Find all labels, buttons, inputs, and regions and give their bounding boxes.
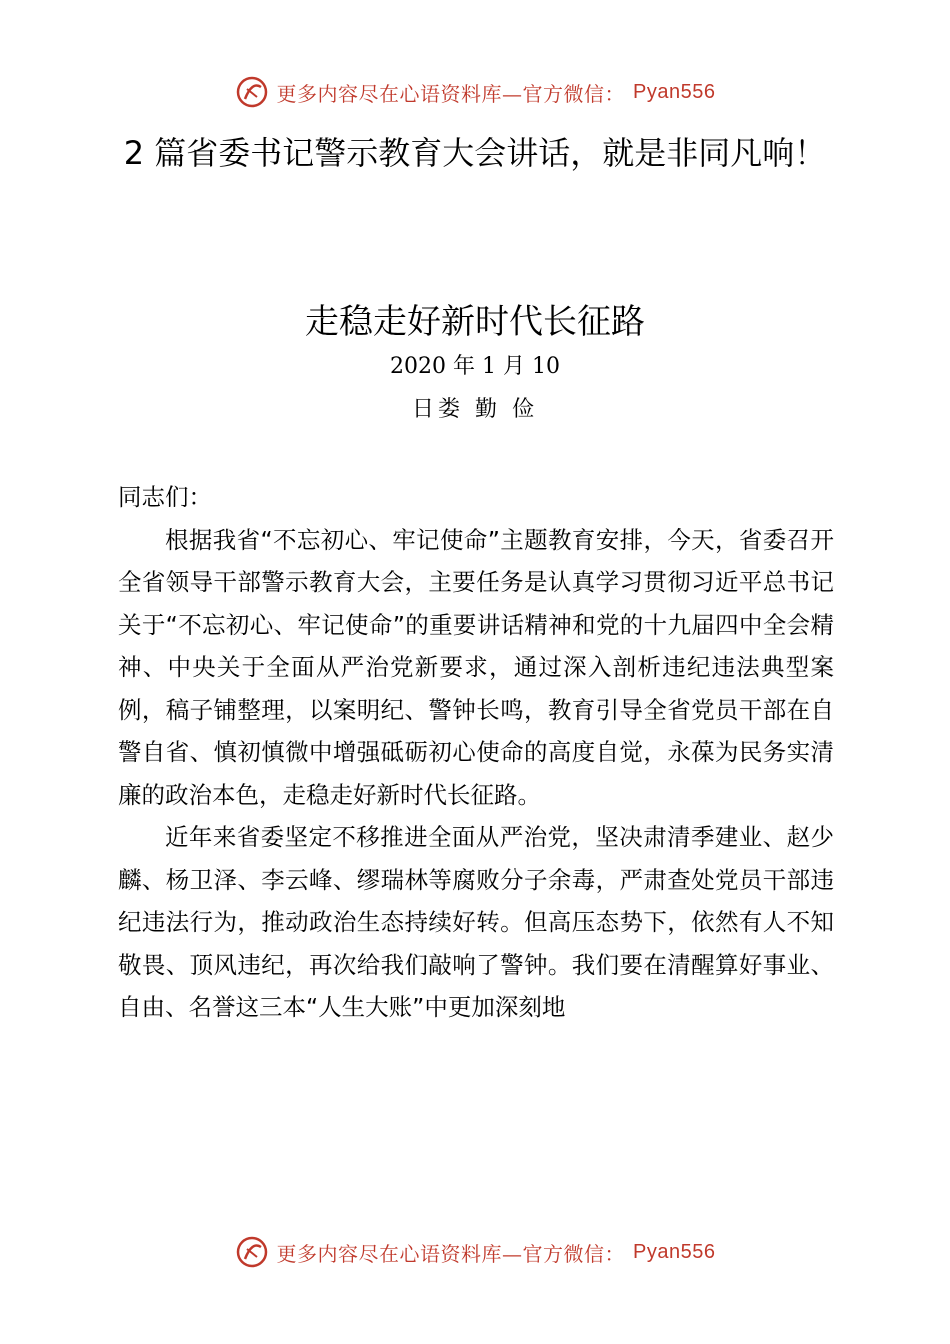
- paragraph: 根据我省“不忘初心、牢记使命”主题教育安排，今天，省委召开全省领导干部警示教育大会，主要任务是认真学习贯彻习近平总书记关于“不忘初心、牢记使命”的重要讲话精神和党的十九届四中全会精神、中央关于全面从严治党新要求，通过深入剖析违纪违法典型案例，稿子铺整理，以案明纪、警钟长鸣，教育引导全省党员干部在自警自省、慎初慎微中增强砥砺初心使命的高度自觉，永葆为民务实清廉的政治本色，走稳走好新时代长征路。: [118, 525, 834, 809]
- speech-title: 走稳走好新时代长征路: [305, 302, 645, 342]
- watermark-text: 更多内容尽在心语资料库—官方微信：: [276, 1241, 626, 1266]
- header-watermark: [0, 72, 950, 112]
- watermark-wechat-id: Pyan556: [633, 80, 716, 103]
- document-title: 2 篇省委书记警示教育大会讲话，就是非同凡响！: [123, 134, 827, 172]
- speech-body: [118, 476, 834, 1029]
- logo-icon: [235, 1235, 269, 1269]
- salutation: 同志们：: [118, 483, 212, 511]
- paragraph: 近年来省委坚定不移推进全面从严治党，坚决肃清季建业、赵少麟、杨卫泽、李云峰、缪瑞林等腐败分子余毒，严肃查处党员干部违纪违法行为，推动政治生态持续好转。但高压态势下，依然有人不知敬畏、顶风违纪，再次给我们敲响了警钟。我们要在清醒算好事业、自由、名誉这三本“人生大账”中更加深刻地: [118, 823, 834, 1021]
- watermark-wechat-id: Pyan556: [633, 1240, 716, 1263]
- speech-date: 2020 年 1 月 10: [390, 354, 560, 379]
- footer-watermark: [0, 1232, 950, 1272]
- watermark-text: 更多内容尽在心语资料库—官方微信：: [276, 81, 626, 106]
- speech-author: 日娄 勤 俭: [412, 397, 538, 422]
- logo-icon: [235, 75, 269, 109]
